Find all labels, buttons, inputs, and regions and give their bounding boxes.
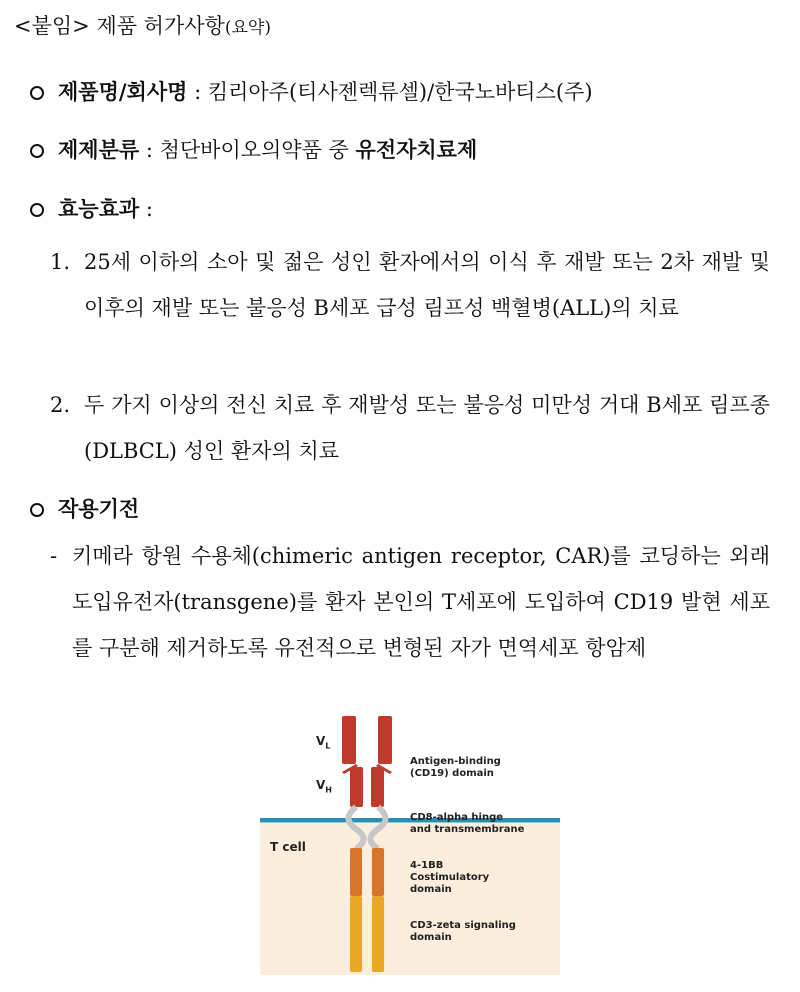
- page-header: [14, 10, 271, 40]
- classification-label: 제제분류: [58, 137, 140, 162]
- vh-domain-right: [371, 767, 384, 807]
- efficacy-label: 효능효과: [58, 196, 140, 221]
- efficacy-item-2-text: 두 가지 이상의 전신 치료 후 재발성 또는 불응성 미만성 거대 B세포 림프종(DLBCL) 성인 환자의 치료: [84, 393, 770, 463]
- vl-label: $V_L$: [316, 734, 331, 751]
- efficacy-item-2: 2. 두 가지 이상의 전신 치료 후 재발성 또는 불응성 미만성 거대 B세포 림프종(DLBCL) 성인 환자의 치료: [50, 393, 770, 463]
- antigen-binding-label: Antigen-binding (CD19) domain: [410, 756, 501, 779]
- vh-domain-left: [350, 767, 363, 807]
- costim-domain-left: [350, 848, 362, 896]
- mechanism-label: 작용기전: [58, 496, 140, 521]
- costim-domain-right: [372, 848, 384, 896]
- cd3-domain-left: [350, 896, 362, 972]
- cd3-label: CD3-zeta signaling domain: [410, 920, 516, 943]
- header-title: <붙임> 제품 허가사항: [14, 14, 225, 38]
- header-subtitle: (요약): [224, 18, 271, 38]
- circle-bullet-icon: [30, 503, 44, 517]
- vh-label: $V_H$: [316, 778, 332, 795]
- mechanism-description: 키메라 항원 수용체(chimeric antigen receptor, CAR)를 코딩하는 외래도입유전자(transgene)를 환자 본인의 T세포에 도입하여 CD19 발현 세포를 구분해 제거하도록 유전적으로 변형된 자가 면역세포 항암제: [72, 544, 770, 660]
- product-label: 제품명/회사명: [58, 79, 188, 104]
- mechanism-text: - 키메라 항원 수용체(chimeric antigen receptor, CAR)를 코딩하는 외래도입유전자(transgene)를 환자 본인의 T세포에 도입하여 CD19 발현 세포를 구분해 제거하도록 유전적으로 변형된 자가 면역세포 항암제: [50, 544, 770, 660]
- classification-value-bold: 유전자치료제: [355, 137, 478, 162]
- product-value: 킴리아주(티사젠렉류셀)/한국노바티스(주): [207, 80, 593, 104]
- car-structure-figure: [260, 712, 560, 977]
- circle-bullet-icon: [30, 203, 44, 217]
- hinge-label: CD8-alpha hinge and transmembrane: [410, 812, 525, 835]
- efficacy-item-1-text: 25세 이하의 소아 및 젊은 성인 환자에서의 이식 후 재발 또는 2차 재발 및 이후의 재발 또는 불응성 B세포 급성 림프성 백혈병(ALL)의 치료: [84, 250, 770, 320]
- section-product: 제품명/회사명 : 킴리아주(티사젠렉류셀)/한국노바티스(주): [30, 76, 593, 106]
- costim-label: 4-1BB Costimulatory domain: [410, 860, 490, 895]
- cd3-domain-right: [372, 896, 384, 972]
- section-mechanism: [30, 493, 139, 523]
- vl-domain-left: [342, 716, 356, 764]
- classification-value: 첨단바이오의약품 중: [159, 138, 356, 162]
- section-efficacy: 효능효과 :: [30, 193, 153, 223]
- circle-bullet-icon: [30, 144, 44, 158]
- t-cell-label: T cell: [270, 840, 306, 854]
- vl-domain-right: [378, 716, 392, 764]
- efficacy-item-1: 1. 25세 이하의 소아 및 젊은 성인 환자에서의 이식 후 재발 또는 2차 재발 및 이후의 재발 또는 불응성 B세포 급성 림프성 백혈병(ALL)의 치료: [50, 250, 770, 320]
- section-classification: 제제분류 : 첨단바이오의약품 중 유전자치료제: [30, 134, 477, 164]
- circle-bullet-icon: [30, 86, 44, 100]
